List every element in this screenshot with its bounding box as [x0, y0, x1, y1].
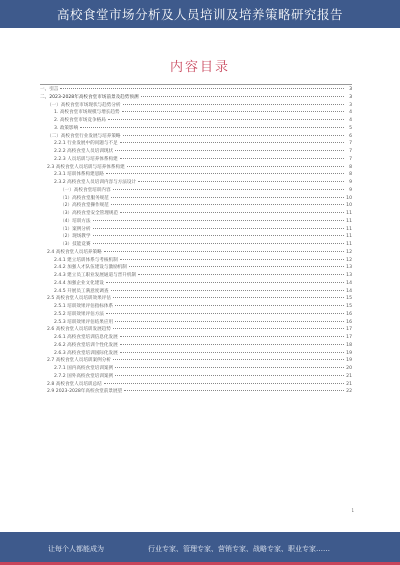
- toc-dot-leader: [106, 313, 344, 314]
- toc-entry[interactable]: [40, 350, 352, 358]
- toc-entry-label: （2）高校食堂操作规范: [60, 203, 109, 209]
- toc-entry-label: 2.3.1 培训体系构建思路: [54, 172, 104, 178]
- toc-entry-page: 6: [349, 133, 352, 139]
- toc-dot-leader: [93, 228, 345, 229]
- toc-entry-page: 10: [346, 195, 352, 201]
- toc-entry-page: 11: [346, 242, 352, 247]
- toc-dot-leader: [60, 88, 344, 89]
- toc-entry-page: 3: [349, 94, 352, 100]
- toc-entry-label: 2.4.5 开展员工满意度调查: [54, 288, 109, 294]
- document-header: [0, 0, 400, 28]
- toc-entry-label: 2.6 高校食堂人员培训发展趋势: [47, 327, 111, 333]
- toc-entry-page: 13: [346, 273, 352, 278]
- toc-entry-label: （一）高校食堂市场现状与趋势分析: [47, 102, 121, 108]
- toc-entry-page: 10: [346, 203, 352, 209]
- toc-entry-page: 7: [349, 149, 352, 154]
- toc-entry[interactable]: [40, 233, 352, 241]
- toc-entry-page: 9: [349, 187, 352, 193]
- toc-entry[interactable]: [40, 326, 352, 334]
- toc-entry[interactable]: [40, 295, 352, 303]
- toc-dot-leader: [123, 135, 344, 136]
- toc-entry-page: 9: [349, 180, 352, 185]
- toc-entry-page: 12: [346, 249, 352, 255]
- toc-entry-label: 2.7 高校食堂人员培训案例分析: [47, 358, 111, 364]
- toc-entry[interactable]: [40, 365, 352, 373]
- toc-dot-leader: [111, 197, 344, 198]
- toc-entry-page: 15: [346, 304, 352, 309]
- toc-entry-label: （3）技能竞赛: [60, 242, 91, 247]
- toc-entry-label: 2.5 高校食堂人员培训效果评估: [47, 296, 111, 302]
- page-number: 1: [351, 508, 354, 513]
- toc-entry-page: 18: [346, 342, 352, 348]
- toc-entry-page: 3: [349, 87, 352, 92]
- toc-entry[interactable]: [40, 381, 352, 389]
- toc-entry-label: （一）高校食堂培训内容: [60, 187, 111, 193]
- toc-dot-leader: [93, 220, 345, 221]
- toc-dot-leader: [115, 150, 344, 151]
- toc-dot-leader: [80, 127, 344, 128]
- toc-top-rule: [40, 84, 352, 85]
- toc-entry[interactable]: [40, 218, 352, 226]
- toc-dot-leader: [113, 297, 344, 298]
- document-footer: [0, 532, 400, 565]
- toc-entry-label: （二）高校食堂行业发展与培养策略: [47, 133, 121, 139]
- toc-dot-leader: [104, 383, 344, 384]
- toc-entry-label: 2.4.2 加强人才队伍建设与激励机制: [54, 265, 127, 271]
- toc-entry[interactable]: [40, 264, 352, 272]
- toc-dot-leader: [106, 282, 344, 283]
- toc-entry-label: 2.6.3 高校食堂培训国际化发展: [54, 350, 118, 356]
- toc-entry-label: 2.2.3 人员培训与培养体系构建: [54, 156, 118, 162]
- toc-entry[interactable]: [40, 272, 352, 280]
- toc-entry-page: 16: [346, 319, 352, 325]
- toc-entry-page: 7: [349, 141, 352, 147]
- toc-dot-leader: [120, 212, 344, 213]
- toc-entry-label: 2.6.2 高校食堂培训个性化发展: [54, 342, 118, 348]
- toc-entry-label: 1. 高校食堂市场规模与增长趋势: [54, 110, 120, 116]
- toc-entry-label: 2.7.1 国内高校食堂培训案例: [54, 366, 114, 371]
- toc-entry-page: 4: [349, 118, 352, 123]
- toc-entry-page: 11: [346, 218, 352, 224]
- toc-dot-leader: [120, 259, 344, 260]
- toc-dot-leader: [106, 173, 344, 174]
- toc-entry-label: 2.4.1 建立培训体系与考核机制: [54, 257, 118, 263]
- toc-entry[interactable]: [40, 156, 352, 164]
- toc-entry-page: 16: [346, 311, 352, 317]
- toc-entry[interactable]: [40, 125, 352, 133]
- toc-entry-page: 8: [349, 164, 352, 170]
- toc-entry-page: 4: [349, 110, 352, 116]
- toc-entry-label: 2.2.1 行业发展中的问题与不足: [54, 141, 118, 147]
- toc-entry[interactable]: [40, 187, 352, 195]
- toc-entry-label: 二、2023-2028年高校食堂市场前景及趋势预测: [40, 94, 139, 100]
- toc-entry[interactable]: [40, 179, 352, 187]
- toc-dot-leader: [111, 290, 345, 291]
- toc-dot-leader: [127, 166, 344, 167]
- toc-entry-label: 2.4.3 建立员工职业发展通道与晋升机制: [54, 273, 137, 278]
- toc-entry-label: （3）高校食堂安全管理规范: [60, 211, 119, 216]
- toc-dot-leader: [120, 336, 344, 337]
- toc-dot-leader: [138, 274, 344, 275]
- toc-entry[interactable]: [40, 133, 352, 141]
- toc-entry[interactable]: [40, 148, 352, 156]
- toc-entry[interactable]: [40, 117, 352, 125]
- footer-slogan: 让每个人都能成为: [48, 545, 104, 553]
- toc-entry-page: 3: [349, 102, 352, 108]
- toc-dot-leader: [120, 142, 344, 143]
- toc-dot-leader: [115, 321, 344, 322]
- toc-entry-page: 14: [346, 288, 352, 294]
- toc-entry-label: 2.8 高校食堂人员培训总结: [47, 381, 102, 387]
- toc-dot-leader: [124, 390, 344, 391]
- toc-dot-leader: [93, 235, 345, 236]
- toc-dot-leader: [113, 359, 344, 360]
- toc-entry-label: 2. 高校食堂市场竞争格局: [54, 118, 106, 123]
- toc-entry[interactable]: [40, 195, 352, 203]
- toc-dot-leader: [111, 204, 344, 205]
- toc-dot-leader: [123, 104, 344, 105]
- toc-dot-leader: [122, 111, 344, 112]
- toc-entry[interactable]: [40, 202, 352, 210]
- toc-dot-leader: [138, 181, 344, 182]
- toc-entry-label: 2.2.2 高校食堂人员培训现状: [54, 149, 114, 154]
- toc-entry[interactable]: [40, 226, 352, 234]
- toc-entry[interactable]: [40, 140, 352, 148]
- toc-entry-label: 2.3.2 高校食堂人员培训内容与方法设计: [54, 180, 137, 185]
- toc-entry[interactable]: [40, 210, 352, 218]
- toc-entry-label: （2）现场教学: [60, 234, 91, 240]
- toc-dot-leader: [115, 367, 344, 368]
- toc-entry-label: 2.5.3 培训效果评估结果应用: [54, 319, 114, 325]
- toc-entry[interactable]: [40, 257, 352, 265]
- footer-roles: 行业专家、管理专家、营销专家、战略专家、职业专家……: [148, 545, 330, 553]
- toc-entry-page: 17: [346, 335, 352, 340]
- toc-entry-page: 5: [349, 125, 352, 131]
- toc-entry-page: 8: [349, 172, 352, 178]
- toc-entry[interactable]: [40, 319, 352, 327]
- toc-dot-leader: [129, 266, 344, 267]
- toc-entry-label: 2.5.2 培训效果评估方法: [54, 311, 104, 317]
- toc-entry-label: 一、引言: [40, 87, 59, 92]
- toc-entry[interactable]: [40, 94, 352, 102]
- toc-entry-label: （1）案例分析: [60, 226, 91, 232]
- toc-entry-label: （1）高校食堂服务规范: [60, 195, 109, 201]
- toc-dot-leader: [115, 375, 344, 376]
- toc-entry-page: 19: [346, 350, 352, 356]
- toc-entry[interactable]: [40, 164, 352, 172]
- toc-entry-page: 12: [346, 257, 352, 263]
- toc-entry-label: 2.7.2 国外高校食堂培训案例: [54, 373, 114, 379]
- toc-entry[interactable]: [40, 373, 352, 381]
- toc-entry[interactable]: [40, 109, 352, 117]
- toc-entry-label: 2.6.1 高校食堂培训信息化发展: [54, 335, 118, 340]
- toc-entry[interactable]: [40, 288, 352, 296]
- table-of-contents: [40, 86, 352, 396]
- toc-dot-leader: [120, 352, 344, 353]
- toc-dot-leader: [108, 119, 344, 120]
- toc-entry-page: 19: [346, 358, 352, 364]
- toc-dot-leader: [120, 158, 344, 159]
- toc-entry[interactable]: [40, 102, 352, 110]
- toc-entry-page: 11: [346, 226, 352, 232]
- toc-dot-leader: [104, 251, 344, 252]
- toc-heading: 内容目录: [169, 60, 230, 75]
- toc-entry-page: 11: [346, 234, 352, 240]
- toc-entry-page: 7: [349, 156, 352, 162]
- toc-entry[interactable]: [40, 334, 352, 342]
- toc-entry-page: 13: [346, 265, 352, 271]
- toc-entry-page: 15: [346, 296, 352, 302]
- toc-entry[interactable]: [40, 280, 352, 288]
- toc-entry-label: 3. 政策影响: [54, 125, 79, 131]
- toc-entry-page: 21: [346, 373, 352, 379]
- toc-entry-page: 22: [346, 389, 352, 395]
- toc-entry-page: 17: [346, 327, 352, 333]
- toc-entry-label: （4）培训方法: [60, 218, 91, 224]
- toc-entry-label: 2.5.1 培训效果评估指标体系: [54, 304, 114, 309]
- toc-entry-page: 21: [346, 381, 352, 387]
- toc-dot-leader: [113, 189, 344, 190]
- toc-entry-label: 2.4 高校食堂人员培养策略: [47, 249, 102, 255]
- toc-entry[interactable]: [40, 342, 352, 350]
- toc-entry[interactable]: [40, 249, 352, 257]
- toc-entry-page: 20: [346, 366, 352, 371]
- toc-dot-leader: [141, 96, 344, 97]
- toc-dot-leader: [120, 344, 344, 345]
- toc-entry-label: 2.4.4 加强企业文化建设: [54, 280, 104, 286]
- toc-dot-leader: [113, 328, 344, 329]
- toc-entry-page: 14: [346, 280, 352, 286]
- document-title: 高校食堂市场分析及人员培训及培养策略研究报告: [56, 7, 343, 22]
- toc-dot-leader: [115, 305, 344, 306]
- toc-entry-page: 11: [346, 211, 352, 216]
- toc-entry[interactable]: [40, 171, 352, 179]
- toc-entry[interactable]: [40, 241, 352, 249]
- toc-entry[interactable]: [40, 357, 352, 365]
- toc-entry[interactable]: [40, 388, 352, 396]
- toc-entry-label: 2.9 2023-2028年高校食堂前景展望: [47, 389, 123, 395]
- toc-entry[interactable]: [40, 311, 352, 319]
- toc-entry-label: 2.3 高校食堂人员培训与培养体系构建: [47, 164, 125, 170]
- toc-entry[interactable]: [40, 303, 352, 311]
- toc-dot-leader: [93, 243, 345, 244]
- toc-entry[interactable]: [40, 86, 352, 94]
